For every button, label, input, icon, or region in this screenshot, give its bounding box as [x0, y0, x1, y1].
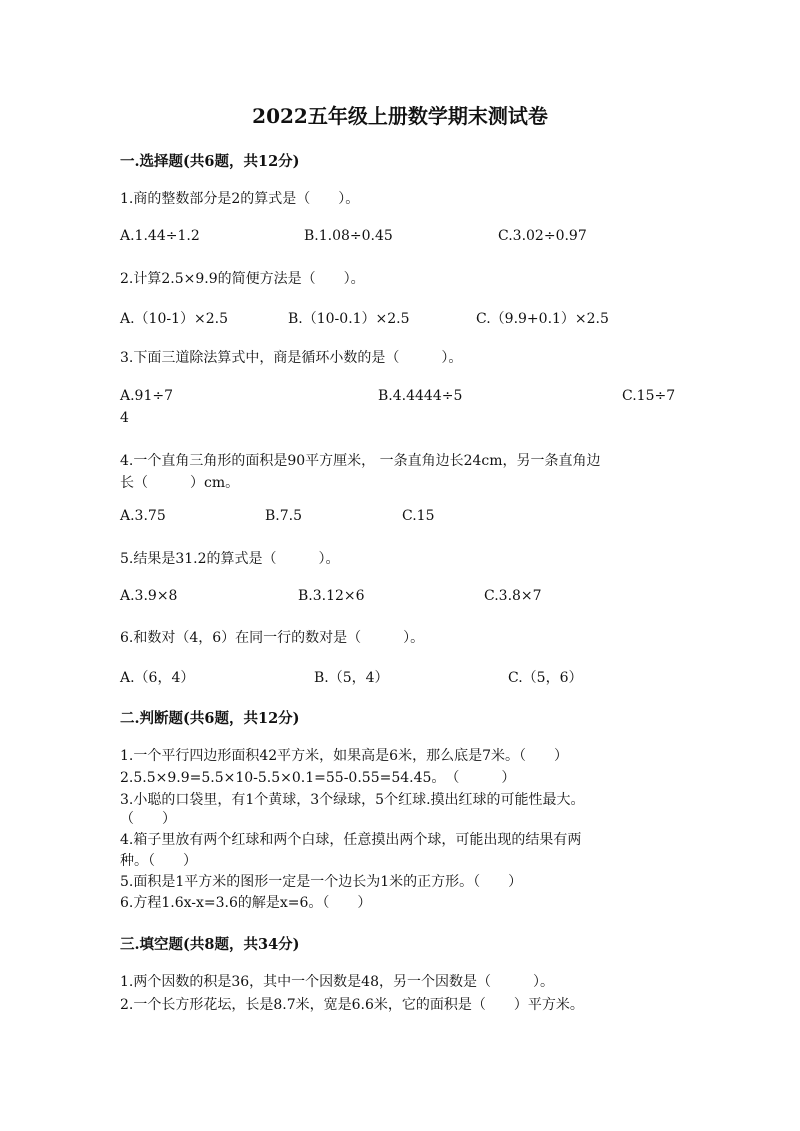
question-stem: 1.商的整数部分是2的算式是（ ）。	[120, 191, 360, 207]
option-c: C.15	[402, 508, 435, 524]
option-c-wrap: 4	[120, 410, 129, 426]
section-heading-choice: 一.选择题(共6题，共12分)	[120, 153, 300, 170]
option-c: C.3.8×7	[484, 588, 542, 604]
option-c: C.（9.9+0.1）×2.5	[476, 311, 609, 327]
option-b: B.4.4444÷5	[378, 388, 463, 404]
section-heading-fill-in: 三.填空题(共8题，共34分)	[120, 936, 300, 953]
judgment-item: 5.面积是1平方米的图形一定是一个边长为1米的正方形。（ ）	[120, 874, 523, 890]
option-c: C.3.02÷0.97	[498, 228, 587, 244]
judgment-item-wrap: （ ）	[120, 811, 176, 827]
option-b: B.（10-0.1）×2.5	[288, 311, 410, 327]
judgment-item: 3.小聪的口袋里，有1个黄球，3个绿球，5个红球.摸出红球的可能性最大。	[120, 792, 585, 808]
question-stem: 6.和数对（4，6）在同一行的数对是（ ）。	[120, 630, 425, 646]
question-stem: 5.结果是31.2的算式是（ ）。	[120, 551, 340, 567]
question-stem-wrap: 长（ ）cm。	[120, 475, 240, 491]
judgment-item: 6.方程1.6x-x=3.6的解是x=6。（ ）	[120, 895, 372, 911]
option-a: A.1.44÷1.2	[120, 228, 200, 244]
option-b: B.1.08÷0.45	[304, 228, 393, 244]
fill-in-item: 2.一个长方形花坛，长是8.7米，宽是6.6米，它的面积是（ ）平方米。	[120, 997, 584, 1013]
option-a: A.3.75	[120, 508, 166, 524]
option-a: A.（10-1）×2.5	[120, 311, 229, 327]
page-title: 2022五年级上册数学期末测试卷	[252, 104, 548, 128]
section-heading-judgment: 二.判断题(共6题，共12分)	[120, 710, 300, 727]
judgment-item-wrap: 种。（ ）	[120, 853, 197, 869]
option-a: A.3.9×8	[120, 588, 178, 604]
option-a: A.（6，4）	[120, 670, 195, 686]
option-c: C.15÷7	[622, 388, 676, 404]
judgment-item: 4.箱子里放有两个红球和两个白球，任意摸出两个球，可能出现的结果有两	[120, 832, 582, 848]
option-b: B.7.5	[265, 508, 303, 524]
question-stem: 2.计算2.5×9.9的简便方法是（ ）。	[120, 271, 365, 287]
option-b: B.3.12×6	[298, 588, 365, 604]
fill-in-item: 1.两个因数的积是36，其中一个因数是48，另一个因数是（ ）。	[120, 974, 554, 990]
judgment-item: 1.一个平行四边形面积42平方米，如果高是6米，那么底是7米。（ ）	[120, 748, 568, 764]
question-stem: 3.下面三道除法算式中，商是循环小数的是（ ）。	[120, 350, 463, 366]
question-stem: 4.一个直角三角形的面积是90平方厘米， 一条直角边长24cm，另一条直角边	[120, 453, 601, 469]
option-c: C.（5，6）	[508, 670, 583, 686]
option-b: B.（5，4）	[314, 670, 389, 686]
option-a: A.91÷7	[120, 388, 174, 404]
judgment-item: 2.5.5×9.9=5.5×10-5.5×0.1=55-0.55=54.45。 （ ）	[120, 770, 516, 786]
